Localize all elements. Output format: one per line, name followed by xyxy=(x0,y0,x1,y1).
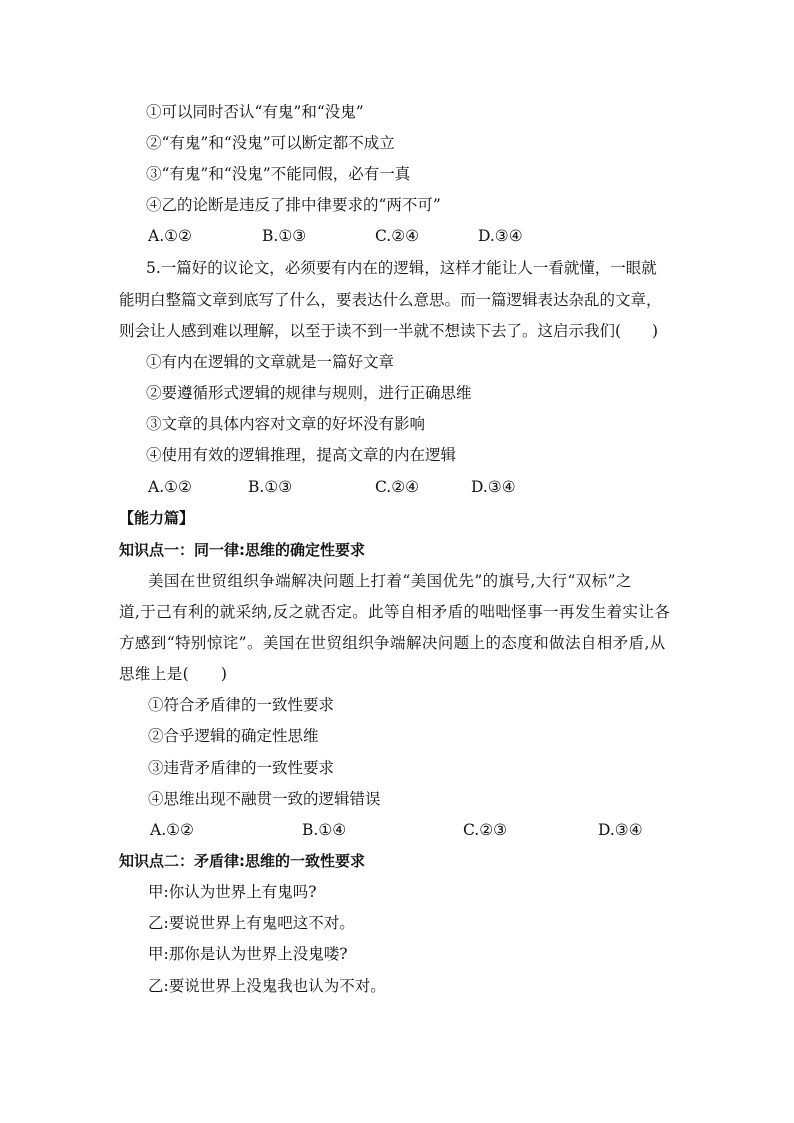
q4-option-c: C.②④ xyxy=(375,227,420,245)
kp2-dialogue-4: 乙:要说世界上没鬼我也认为不对。 xyxy=(148,977,386,995)
kp1-option-d: D.③④ xyxy=(598,821,643,839)
q5-stem-line-1: 5.一篇好的议论文，必须要有内在的逻辑，这样才能让人一看就懂，一眼就 xyxy=(146,259,657,277)
q5-option-c: C.②④ xyxy=(375,478,420,496)
q4-option-a: A.①② xyxy=(148,227,192,245)
q5-option-a: A.①② xyxy=(148,478,192,496)
q4-option-d: D.③④ xyxy=(478,227,523,245)
q5-stem-line-3: 则会让人感到难以理解，以至于读不到一半就不想读下去了。这启示我们( ) xyxy=(119,322,659,340)
kp1-title: 知识点一：同一律:思维的确定性要求 xyxy=(119,541,366,559)
q4-option-b: B.①③ xyxy=(262,227,307,245)
kp1-option-c: C.②③ xyxy=(463,821,508,839)
q5-item-4: ④使用有效的逻辑推理，提高文章的内在逻辑 xyxy=(146,446,457,464)
q5-item-1: ①有内在逻辑的文章就是一篇好文章 xyxy=(146,353,395,371)
q5-stem-line-2: 能明白整篇文章到底写了什么，要表达什么意思。而一篇逻辑表达杂乱的文章， xyxy=(119,291,662,309)
kp1-stem-line-3: 方感到“特别惊诧”。美国在世贸组织争端解决问题上的态度和做法自相矛盾,从 xyxy=(119,634,666,652)
kp1-stem-line-4: 思维上是( ) xyxy=(119,665,228,683)
q5-option-d: D.③④ xyxy=(471,478,516,496)
kp1-item-4: ④思维出现不融贯一致的逻辑错误 xyxy=(148,790,381,808)
kp1-option-b: B.①④ xyxy=(302,821,347,839)
kp2-title: 知识点二：矛盾律:思维的一致性要求 xyxy=(119,852,366,870)
q4-item-2: ②“有鬼”和“没鬼”可以断定都不成立 xyxy=(146,134,395,152)
kp1-item-2: ②合乎逻辑的确定性思维 xyxy=(148,727,319,745)
q4-item-1: ①可以同时否认“有鬼”和“没鬼” xyxy=(146,103,364,121)
q5-option-b: B.①③ xyxy=(248,478,293,496)
section-title: 【能力篇】 xyxy=(119,509,195,527)
kp1-item-1: ①符合矛盾律的一致性要求 xyxy=(148,696,335,714)
q5-item-3: ③文章的具体内容对文章的好坏没有影响 xyxy=(146,415,426,433)
kp1-stem-line-1: 美国在世贸组织争端解决问题上打着“美国优先”的旗号,大行“双标”之 xyxy=(148,572,632,590)
q5-item-2: ②要遵循形式逻辑的规律与规则，进行正确思维 xyxy=(146,384,472,402)
kp1-option-a: A.①② xyxy=(150,821,194,839)
kp2-dialogue-3: 甲:那你是认为世界上没鬼喽? xyxy=(148,945,348,963)
kp1-stem-line-2: 道,于己有利的就采纳,反之就否定。此等自相矛盾的咄咄怪事一再发生着实让各 xyxy=(119,603,671,621)
q4-item-4: ④乙的论断是违反了排中律要求的“两不可” xyxy=(146,196,441,214)
kp2-dialogue-1: 甲:你认为世界上有鬼吗? xyxy=(148,883,317,901)
kp2-dialogue-2: 乙:要说世界上有鬼吧这不对。 xyxy=(148,914,355,932)
kp1-item-3: ③违背矛盾律的一致性要求 xyxy=(148,759,335,777)
q4-item-3: ③“有鬼”和“没鬼”不能同假，必有一真 xyxy=(146,165,411,183)
